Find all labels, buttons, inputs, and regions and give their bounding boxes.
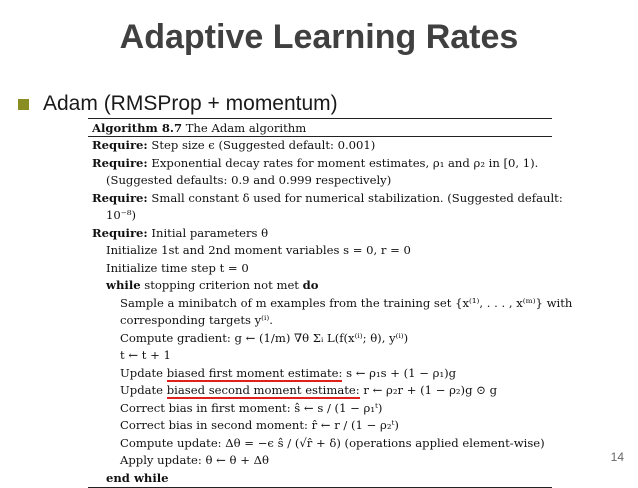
algorithm-number: Algorithm 8.7 — [92, 121, 183, 135]
algorithm-line — [88, 417, 552, 435]
page-number: 14 — [610, 450, 624, 464]
line-text: Step size ϵ (Suggested default: 0.001) — [151, 138, 376, 152]
formula-text: s ← ρ₁s + (1 − ρ₁)g — [342, 365, 457, 380]
algorithm-line — [88, 312, 552, 330]
algorithm-line — [88, 155, 552, 173]
line-text: Initialize 1st and 2nd moment variables s = 0, r = 0 — [106, 243, 411, 257]
algorithm-name: The Adam algorithm — [185, 121, 307, 135]
algorithm-box — [88, 118, 573, 488]
algorithm-line — [88, 242, 552, 260]
line-text: Apply update: θ ← θ + Δθ — [120, 453, 269, 467]
algorithm-line — [88, 435, 552, 453]
keyword: Require: — [92, 190, 148, 205]
algorithm-line — [88, 172, 552, 190]
algorithm-line — [88, 225, 552, 243]
algorithm-line — [88, 470, 552, 488]
line-text: Update — [120, 383, 167, 397]
line-text: Correct bias in first moment: ŝ ← s / (1 − ρ₁ᵗ) — [120, 400, 383, 415]
formula-text: r ← ρ₂r + (1 − ρ₂)g ⊙ g — [359, 383, 498, 397]
algorithm-body — [88, 137, 573, 487]
square-bullet-icon — [18, 99, 29, 110]
algorithm-line — [88, 382, 552, 400]
line-text: Update — [120, 365, 167, 380]
keyword: do — [302, 278, 319, 292]
line-text: Compute gradient: g ← (1/m) ∇θ Σᵢ L(f(x⁽ⁱ⁾; θ), y⁽ⁱ⁾) — [120, 330, 409, 345]
algorithm-line — [88, 365, 552, 383]
line-text: stopping criterion not met — [144, 278, 299, 292]
keyword: end while — [106, 470, 169, 485]
bullet-text: Adam (RMSProp + momentum) — [43, 92, 338, 115]
line-text: Sample a minibatch of m examples from the training set {x⁽¹⁾, . . . , x⁽ᵐ⁾} with — [120, 295, 573, 310]
line-text: Exponential decay rates for moment estimates, ρ₁ and ρ₂ in [0, 1). — [151, 155, 539, 170]
bullet-item — [18, 92, 338, 116]
line-text: t ← t + 1 — [120, 348, 171, 362]
line-text: Compute update: Δθ = −ϵ ŝ / (√r̂ + δ) (operations applied element-wise) — [120, 435, 545, 450]
algorithm-line — [88, 400, 552, 418]
algorithm-line — [88, 207, 552, 225]
highlighted-text: biased second moment estimate: — [166, 383, 360, 397]
line-text: Initialize time step t = 0 — [106, 260, 249, 275]
line-text: 10⁻⁸) — [106, 208, 137, 222]
line-text: (Suggested defaults: 0.9 and 0.999 respectively) — [106, 173, 392, 187]
highlighted-text: biased first moment estimate: — [166, 365, 343, 380]
line-text: corresponding targets y⁽ⁱ⁾. — [120, 313, 273, 327]
algorithm-line — [88, 452, 552, 470]
keyword: Require: — [92, 225, 148, 240]
algorithm-line — [88, 277, 552, 295]
slide-title: Adaptive Learning Rates — [119, 18, 519, 56]
algorithm-line — [88, 190, 563, 208]
algorithm-line — [88, 347, 552, 365]
keyword: while — [106, 278, 141, 292]
line-text: Small constant δ used for numerical stabilization. (Suggested default: — [151, 190, 563, 205]
algorithm-line — [88, 330, 552, 348]
line-text: Correct bias in second moment: r̂ ← r / (1 − ρ₂ᵗ) — [120, 418, 399, 432]
keyword: Require: — [92, 138, 148, 152]
algorithm-line — [88, 260, 552, 278]
line-text: Initial parameters θ — [151, 225, 269, 240]
keyword: Require: — [92, 155, 148, 170]
algorithm-line — [88, 295, 573, 313]
algorithm-line — [88, 137, 552, 155]
algorithm-header — [88, 119, 552, 136]
